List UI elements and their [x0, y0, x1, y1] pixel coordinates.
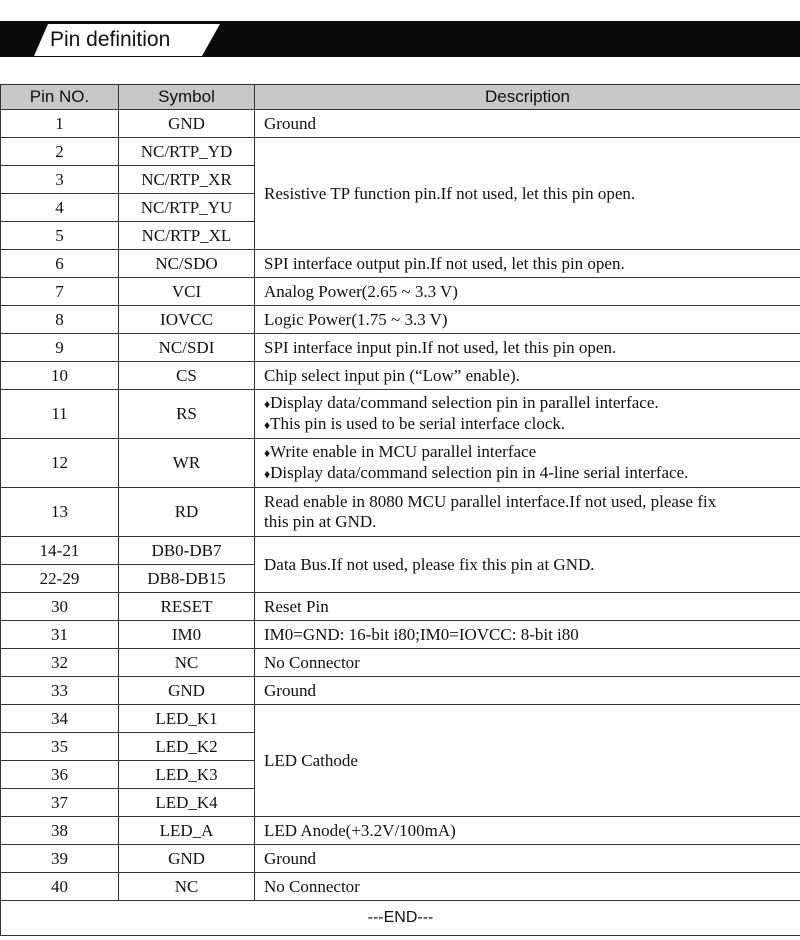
page-title: Pin definition [50, 28, 171, 51]
table-header-row [1, 85, 800, 110]
pin-number: 2 [1, 138, 119, 166]
table-row [1, 334, 800, 362]
table-row [1, 537, 800, 565]
pin-description: Data Bus.If not used, please fix this pin at GND. [255, 537, 800, 593]
pin-symbol: IM0 [119, 621, 255, 649]
diamond-bullet-icon: ♦ [264, 397, 271, 411]
pin-description: No Connector [255, 649, 800, 677]
pin-number: 1 [1, 110, 119, 138]
pin-symbol: NC/RTP_XR [119, 166, 255, 194]
pin-symbol: CS [119, 362, 255, 390]
pin-symbol: LED_K2 [119, 733, 255, 761]
pin-number: 11 [1, 390, 119, 439]
description-line: ♦Write enable in MCU parallel interface [264, 442, 537, 461]
column-header-description: Description [255, 85, 800, 110]
pin-symbol: GND [119, 110, 255, 138]
pin-number: 37 [1, 789, 119, 817]
pin-symbol: IOVCC [119, 306, 255, 334]
pin-description: LED Anode(+3.2V/100mA) [255, 817, 800, 845]
pin-symbol: VCI [119, 278, 255, 306]
pin-symbol: NC/RTP_YU [119, 194, 255, 222]
pin-number: 32 [1, 649, 119, 677]
pin-symbol: NC [119, 873, 255, 901]
pin-number: 35 [1, 733, 119, 761]
pin-definition-table [0, 84, 800, 936]
description-line: ♦Display data/command selection pin in 4-line serial interface. [264, 463, 689, 482]
pin-symbol: NC [119, 649, 255, 677]
pin-symbol: LED_A [119, 817, 255, 845]
pin-number: 39 [1, 845, 119, 873]
pin-description: No Connector [255, 873, 800, 901]
end-label: ---END--- [1, 901, 800, 936]
pin-number: 7 [1, 278, 119, 306]
pin-description [255, 390, 800, 439]
pin-symbol: DB0-DB7 [119, 537, 255, 565]
table-row [1, 845, 800, 873]
pin-number: 34 [1, 705, 119, 733]
pin-number: 14-21 [1, 537, 119, 565]
description-line: ♦This pin is used to be serial interface clock. [264, 414, 566, 433]
pin-number: 33 [1, 677, 119, 705]
pin-number: 31 [1, 621, 119, 649]
table-row [1, 677, 800, 705]
pin-number: 10 [1, 362, 119, 390]
table-row [1, 390, 800, 439]
pin-number: 38 [1, 817, 119, 845]
table-row [1, 306, 800, 334]
pin-description: Reset Pin [255, 593, 800, 621]
pin-symbol: LED_K1 [119, 705, 255, 733]
pin-number: 40 [1, 873, 119, 901]
pin-description: Analog Power(2.65 ~ 3.3 V) [255, 278, 800, 306]
table-row [1, 362, 800, 390]
pin-symbol: NC/RTP_XL [119, 222, 255, 250]
description-line: this pin at GND. [264, 512, 377, 531]
table-row [1, 873, 800, 901]
pin-number: 5 [1, 222, 119, 250]
pin-number: 30 [1, 593, 119, 621]
table-row [1, 110, 800, 138]
pin-description: Logic Power(1.75 ~ 3.3 V) [255, 306, 800, 334]
pin-symbol: RD [119, 488, 255, 537]
table-row [1, 705, 800, 733]
pin-number: 22-29 [1, 565, 119, 593]
pin-number: 12 [1, 439, 119, 488]
pin-description: IM0=GND: 16-bit i80;IM0=IOVCC: 8-bit i80 [255, 621, 800, 649]
pin-description: Ground [255, 677, 800, 705]
diamond-bullet-icon: ♦ [264, 467, 271, 481]
pin-number: 36 [1, 761, 119, 789]
pin-symbol: NC/RTP_YD [119, 138, 255, 166]
pin-number: 13 [1, 488, 119, 537]
pin-number: 6 [1, 250, 119, 278]
pin-symbol: NC/SDI [119, 334, 255, 362]
description-line: Read enable in 8080 MCU parallel interface.If not used, please fix [264, 492, 717, 511]
pin-description [255, 488, 800, 537]
pin-symbol: RESET [119, 593, 255, 621]
pin-description: Resistive TP function pin.If not used, let this pin open. [255, 138, 800, 250]
table-end-row [1, 901, 800, 936]
pin-symbol: LED_K3 [119, 761, 255, 789]
table-row [1, 621, 800, 649]
pin-symbol: GND [119, 845, 255, 873]
pin-number: 9 [1, 334, 119, 362]
table-row [1, 649, 800, 677]
pin-symbol: NC/SDO [119, 250, 255, 278]
pin-symbol: LED_K4 [119, 789, 255, 817]
description-line: ♦Display data/command selection pin in parallel interface. [264, 393, 659, 412]
table-row [1, 488, 800, 537]
pin-description: Chip select input pin (“Low” enable). [255, 362, 800, 390]
column-header-symbol: Symbol [119, 85, 255, 110]
pin-number: 3 [1, 166, 119, 194]
table-row [1, 278, 800, 306]
pin-description: SPI interface input pin.If not used, let this pin open. [255, 334, 800, 362]
table-row [1, 250, 800, 278]
pin-number: 8 [1, 306, 119, 334]
diamond-bullet-icon: ♦ [264, 418, 271, 432]
pin-description: Ground [255, 845, 800, 873]
pin-symbol: RS [119, 390, 255, 439]
pin-symbol: WR [119, 439, 255, 488]
pin-number: 4 [1, 194, 119, 222]
pin-symbol: DB8-DB15 [119, 565, 255, 593]
table-row [1, 138, 800, 166]
column-header-pin: Pin NO. [1, 85, 119, 110]
table-row [1, 817, 800, 845]
pin-description: SPI interface output pin.If not used, let this pin open. [255, 250, 800, 278]
pin-description: LED Cathode [255, 705, 800, 817]
pin-description: Ground [255, 110, 800, 138]
table-row [1, 593, 800, 621]
pin-symbol: GND [119, 677, 255, 705]
pin-description [255, 439, 800, 488]
table-row [1, 439, 800, 488]
diamond-bullet-icon: ♦ [264, 446, 271, 460]
